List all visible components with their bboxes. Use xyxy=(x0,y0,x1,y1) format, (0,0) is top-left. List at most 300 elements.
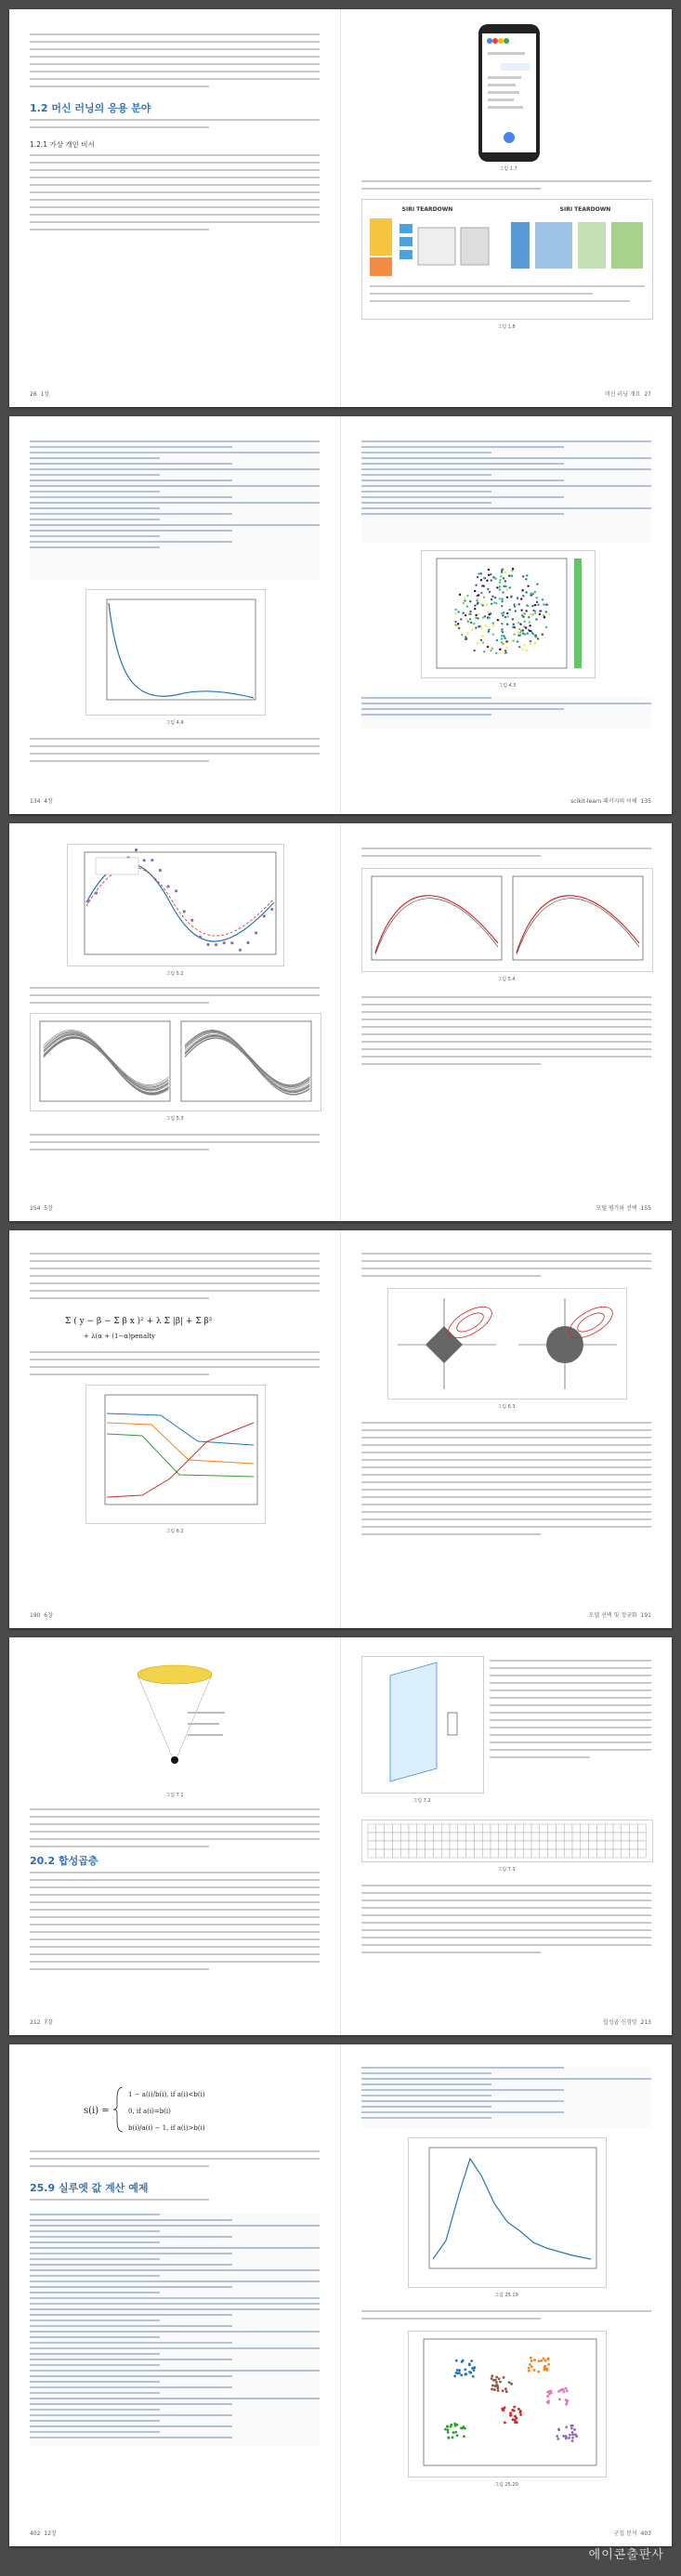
scatter-point xyxy=(454,624,456,625)
grid-cell xyxy=(531,1841,540,1849)
spread-3 xyxy=(9,823,672,1221)
grid-cell xyxy=(589,1849,597,1858)
scatter-point xyxy=(495,652,497,654)
cluster-point xyxy=(464,2368,466,2371)
grid-cell xyxy=(523,1849,531,1858)
code-block xyxy=(30,440,320,580)
bootstrap-curve xyxy=(185,1032,309,1087)
page-footer: 190 6장 xyxy=(30,1612,53,1619)
section-heading: 20.2 합성곱층 xyxy=(30,1855,98,1867)
cluster-point xyxy=(557,2428,560,2431)
grid-cell xyxy=(400,1824,409,1833)
scatter-point xyxy=(521,589,523,591)
scatter-point xyxy=(526,604,528,606)
scatter-point xyxy=(494,577,496,579)
grid-cell xyxy=(637,1849,646,1858)
scatter-point xyxy=(502,614,504,616)
scatter-point xyxy=(503,611,504,613)
grid-cell xyxy=(596,1824,605,1833)
scatter-point xyxy=(478,594,479,596)
scatter-point xyxy=(482,616,484,618)
data-point xyxy=(255,931,257,934)
bootstrap-curve xyxy=(185,1036,309,1092)
page-27 xyxy=(341,9,672,407)
cluster-point xyxy=(502,2389,504,2392)
scatter-point xyxy=(524,644,526,646)
cluster-point xyxy=(556,2435,558,2438)
grid-cell xyxy=(458,1841,466,1849)
data-point xyxy=(151,859,153,861)
svg-text:Σ ( y − β − Σ β x )² + λ Σ |β|: Σ ( y − β − Σ β x )² + λ Σ |β| + Σ β² xyxy=(65,1317,213,1326)
page-footer: 154 5장 xyxy=(30,1205,53,1212)
grid-cell xyxy=(426,1833,434,1841)
grid-cell xyxy=(630,1824,638,1833)
scatter-point xyxy=(534,610,536,611)
publisher-logo: 에이콘출판사 xyxy=(588,2548,664,2562)
pixel-grid-figure xyxy=(361,1820,653,1862)
spread-1 xyxy=(9,9,672,407)
scatter-point xyxy=(527,632,529,634)
grid-cell xyxy=(630,1849,638,1858)
scatter-point xyxy=(494,597,496,598)
scatter-point xyxy=(501,612,503,614)
cluster-point xyxy=(468,2363,471,2366)
cluster-point xyxy=(470,2359,473,2362)
paragraph xyxy=(30,1808,320,1853)
bootstrap-curve xyxy=(44,1034,168,1090)
figure-caption: 그림 1.8 xyxy=(497,324,516,330)
page-155 xyxy=(341,823,672,1221)
bootstrap-curve xyxy=(44,1038,168,1095)
paragraph xyxy=(30,2199,320,2206)
grid-cell xyxy=(482,1824,491,1833)
grid-cell xyxy=(466,1824,475,1833)
scatter-point xyxy=(506,624,508,625)
grid-cell xyxy=(637,1841,646,1849)
scatter-point xyxy=(491,579,492,581)
scatter-point xyxy=(501,605,503,607)
grid-cell xyxy=(540,1849,548,1858)
grid-cell xyxy=(491,1833,499,1841)
paragraph xyxy=(30,154,320,236)
scatter-point xyxy=(496,639,498,641)
paragraph xyxy=(361,1422,651,1541)
scatter-point xyxy=(512,639,514,641)
paragraph xyxy=(361,2310,651,2325)
grid-cell xyxy=(392,1824,400,1833)
scatter-point xyxy=(499,649,501,651)
scatter-point xyxy=(473,650,475,651)
scatter-point xyxy=(480,592,482,594)
cluster-point xyxy=(464,2427,466,2430)
grid-cell xyxy=(581,1833,589,1841)
grid-cell xyxy=(400,1849,409,1858)
grid-cell xyxy=(515,1833,523,1841)
scatter-point xyxy=(470,622,472,624)
grid-cell xyxy=(613,1849,622,1858)
scatter-point xyxy=(487,611,489,613)
grid-cell xyxy=(540,1841,548,1849)
page-191 xyxy=(341,1230,672,1628)
scatter-point xyxy=(466,632,468,634)
scatter-point xyxy=(504,572,506,573)
scatter-point xyxy=(488,628,490,630)
scatter-point xyxy=(471,628,473,630)
scatter-point xyxy=(499,585,501,587)
scatter-point xyxy=(496,586,498,588)
scatter-point xyxy=(527,585,529,586)
scatter-point xyxy=(531,613,533,615)
data-point xyxy=(223,941,226,944)
scatter-point xyxy=(457,611,459,612)
svg-text:s(i) =: s(i) = xyxy=(84,2106,110,2116)
data-point xyxy=(263,914,266,917)
grid-cell xyxy=(458,1824,466,1833)
scatter-point xyxy=(506,588,508,590)
figure-caption: 그림 5.2 xyxy=(165,971,184,977)
grid-cell xyxy=(400,1841,409,1849)
cluster-point xyxy=(510,2383,513,2385)
bootstrap-curve xyxy=(44,1035,168,1091)
page-footer: 모델 선택 및 정규화 191 xyxy=(588,1612,651,1619)
paragraph xyxy=(30,1351,320,1381)
svg-text:1 − a(i)/b(i), if a(i)<b(i): 1 − a(i)/b(i), if a(i)<b(i) xyxy=(128,2091,205,2098)
scatter-point xyxy=(525,591,527,593)
scatter-point xyxy=(523,621,525,623)
cluster-point xyxy=(497,2389,500,2392)
page-footer: 머신 러닝 개요 27 xyxy=(604,391,651,398)
grid-cell xyxy=(368,1841,376,1849)
cluster-point xyxy=(491,2377,493,2380)
grid-cell xyxy=(564,1841,572,1849)
grid-cell xyxy=(531,1849,540,1858)
scatter-point xyxy=(477,602,478,604)
grid-cell xyxy=(589,1841,597,1849)
bootstrap-curve xyxy=(185,1036,309,1092)
scatter-point xyxy=(530,640,531,642)
grid-cell xyxy=(368,1833,376,1841)
cluster-point xyxy=(462,2359,465,2362)
cluster-point xyxy=(491,2374,493,2377)
cluster-point xyxy=(450,2424,452,2426)
scatter-point xyxy=(469,600,471,602)
scatter-point xyxy=(505,640,507,642)
scatter-point xyxy=(482,641,484,643)
scatter-point xyxy=(478,613,479,615)
grid-cell xyxy=(556,1824,564,1833)
scatter-point xyxy=(480,579,482,581)
cluster-point xyxy=(512,2418,515,2421)
scatter-point xyxy=(520,630,522,632)
scatter-point xyxy=(503,585,504,587)
cluster-point xyxy=(504,2387,507,2390)
scatter-point xyxy=(543,603,544,605)
cluster-point xyxy=(448,2437,451,2439)
scatter-point xyxy=(530,592,531,594)
page-134 xyxy=(9,416,340,814)
cluster-point xyxy=(546,2395,549,2398)
grid-cell xyxy=(482,1849,491,1858)
scatter-point xyxy=(542,634,543,636)
grid-cell xyxy=(482,1841,491,1849)
cluster-point xyxy=(571,2431,574,2434)
grid-cell xyxy=(417,1833,426,1841)
cluster-point xyxy=(570,2425,572,2427)
scatter-point xyxy=(529,624,530,626)
cluster-point xyxy=(515,2417,517,2420)
cluster-point xyxy=(496,2385,499,2387)
scatter-point xyxy=(492,624,494,626)
scatter-point xyxy=(501,598,503,600)
grid-cell xyxy=(499,1824,507,1833)
data-point xyxy=(270,908,273,911)
grid-cell xyxy=(531,1833,540,1841)
grid-cell xyxy=(556,1849,564,1858)
chart-lasso-ridge-geometry xyxy=(387,1288,627,1400)
grid-cell xyxy=(515,1841,523,1849)
scatter-point xyxy=(518,628,520,630)
cluster-point xyxy=(452,2437,454,2439)
scatter-point xyxy=(474,608,476,610)
data-point xyxy=(95,891,98,894)
scatter-point xyxy=(502,591,504,593)
scatter-point xyxy=(520,598,522,599)
grid-cell xyxy=(548,1841,557,1849)
grid-cell xyxy=(581,1841,589,1849)
grid-cell xyxy=(507,1841,516,1849)
paragraph xyxy=(490,1660,651,1764)
scatter-point xyxy=(477,617,478,619)
scatter-point xyxy=(517,632,519,634)
grid-cell xyxy=(572,1824,581,1833)
svg-text:0, if a(i)=b(i): 0, if a(i)=b(i) xyxy=(128,2108,171,2115)
grid-cell xyxy=(433,1841,441,1849)
grid-cell xyxy=(630,1833,638,1841)
scatter-point xyxy=(473,623,475,624)
cluster-point xyxy=(455,2359,458,2362)
scatter-point xyxy=(525,610,527,611)
page-footer: 212 7장 xyxy=(30,2019,53,2026)
figure-caption: 그림 7.3 xyxy=(497,1867,516,1873)
paragraph xyxy=(361,996,651,1071)
scatter-point xyxy=(520,609,522,611)
grid-cell xyxy=(637,1833,646,1841)
grid-cell xyxy=(433,1833,441,1841)
scatter-point xyxy=(464,599,465,601)
figure-caption: 그림 4.5 xyxy=(498,683,517,689)
scatter-point xyxy=(474,605,476,607)
grid-cell xyxy=(605,1841,613,1849)
cluster-point xyxy=(565,2387,568,2390)
scatter-point xyxy=(510,574,512,576)
page-footer: 134 4장 xyxy=(30,798,53,805)
scatter-point xyxy=(517,635,519,637)
figure-caption: 그림 1.7 xyxy=(499,166,517,172)
figure-caption: 그림 4.4 xyxy=(165,720,184,726)
paragraph xyxy=(361,1253,651,1282)
bootstrap-curve xyxy=(44,1038,168,1095)
scatter-point xyxy=(542,598,543,600)
scatter-point xyxy=(525,578,527,580)
scatter-point xyxy=(458,627,460,629)
paragraph xyxy=(30,1253,320,1305)
grid-cell xyxy=(581,1849,589,1858)
scatter-point xyxy=(534,604,536,606)
scatter-point xyxy=(469,618,471,620)
grid-cell xyxy=(596,1833,605,1841)
grid-cell xyxy=(630,1841,638,1849)
code-block xyxy=(30,2214,320,2446)
grid-cell xyxy=(531,1824,540,1833)
scatter-point xyxy=(501,637,503,639)
page-footer: 합성곱 신경망 213 xyxy=(603,2019,651,2026)
spread-4 xyxy=(9,1230,672,1628)
cluster-point xyxy=(503,2409,505,2412)
scatter-point xyxy=(503,577,504,579)
grid-cell xyxy=(385,1849,393,1858)
cluster-point xyxy=(565,2399,568,2401)
cluster-point xyxy=(571,2433,574,2436)
bootstrap-curve xyxy=(44,1039,168,1096)
grid-cell xyxy=(572,1841,581,1849)
grid-cell xyxy=(433,1849,441,1858)
grid-cell xyxy=(491,1849,499,1858)
scatter-point xyxy=(475,614,477,616)
bootstrap-curve xyxy=(44,1037,168,1094)
scatter-point xyxy=(543,616,545,618)
grid-cell xyxy=(474,1833,482,1841)
cluster-point xyxy=(514,2421,517,2424)
grid-cell xyxy=(417,1849,426,1858)
scatter-point xyxy=(504,616,506,618)
data-point xyxy=(166,885,169,887)
scatter-point xyxy=(455,609,457,611)
cluster-point xyxy=(444,2428,447,2431)
scatter-point xyxy=(488,574,490,576)
subsection-heading: 1.2.1 가상 개인 비서 xyxy=(30,140,95,149)
scatter-point xyxy=(506,615,508,617)
paragraph xyxy=(30,119,320,134)
scatter-point xyxy=(469,611,471,612)
scatter-point xyxy=(464,598,465,599)
scatter-point xyxy=(489,617,491,619)
scatter-point xyxy=(535,597,537,598)
bootstrap-curve xyxy=(44,1034,168,1090)
grid-cell xyxy=(637,1824,646,1833)
scatter-point xyxy=(535,618,537,620)
grid-cell xyxy=(581,1824,589,1833)
grid-cell xyxy=(596,1841,605,1849)
cluster-point xyxy=(452,2431,454,2434)
scatter-point xyxy=(475,584,477,585)
grid-cell xyxy=(376,1849,385,1858)
grid-cell xyxy=(564,1833,572,1841)
chart-variance-ratio xyxy=(85,589,266,716)
bootstrap-curve xyxy=(185,1032,309,1087)
scatter-point xyxy=(501,623,503,624)
scatter-point xyxy=(476,599,478,601)
bootstrap-curve xyxy=(44,1036,168,1092)
scatter-point xyxy=(483,577,485,579)
cluster-point xyxy=(566,2389,569,2392)
grid-cell xyxy=(491,1841,499,1849)
cluster-point xyxy=(503,2376,505,2379)
data-point xyxy=(199,936,202,939)
grid-cell xyxy=(540,1833,548,1841)
scatter-point xyxy=(537,604,539,606)
page-403 xyxy=(341,2044,672,2546)
scatter-point xyxy=(491,647,493,649)
bootstrap-curve xyxy=(44,1034,168,1090)
scatter-point xyxy=(515,604,517,606)
cluster-point xyxy=(508,2381,511,2384)
scatter-point xyxy=(465,614,466,616)
cluster-point xyxy=(465,2372,467,2375)
data-point xyxy=(183,910,186,913)
cluster-point xyxy=(463,2435,465,2438)
scatter-point xyxy=(460,618,462,620)
cluster-point xyxy=(518,2412,521,2414)
scatter-point xyxy=(493,601,495,603)
chart-cluster-scatter xyxy=(408,2331,607,2477)
paragraph xyxy=(30,1134,320,1156)
scatter-point xyxy=(540,610,542,611)
grid-cell xyxy=(458,1849,466,1858)
paragraph xyxy=(361,848,651,862)
page-213 xyxy=(341,1637,672,2035)
grid-cell xyxy=(474,1824,482,1833)
grid-cell xyxy=(385,1833,393,1841)
scatter-point xyxy=(517,622,519,624)
spread-2 xyxy=(9,416,672,814)
scatter-point xyxy=(512,618,514,620)
grid-cell xyxy=(515,1849,523,1858)
grid-cell xyxy=(491,1824,499,1833)
scatter-point xyxy=(500,575,502,577)
code-block xyxy=(361,697,651,729)
scatter-point xyxy=(480,626,482,628)
scatter-point xyxy=(508,609,510,611)
scatter-point xyxy=(522,616,524,618)
receptive-field-figure xyxy=(76,1656,273,1786)
cluster-point xyxy=(530,2357,532,2359)
scatter-point xyxy=(486,580,488,582)
bootstrap-curve xyxy=(185,1037,309,1094)
scatter-point xyxy=(537,637,539,639)
figure-title: SIRI TEARDOWN xyxy=(559,206,611,213)
grid-cell xyxy=(605,1833,613,1841)
scatter-point xyxy=(536,583,538,585)
bootstrap-curve xyxy=(44,1033,168,1089)
scatter-point xyxy=(534,642,536,644)
cluster-point xyxy=(499,2381,502,2384)
scatter-point xyxy=(530,643,531,645)
scatter-point xyxy=(534,612,536,614)
paragraph xyxy=(361,1885,651,1959)
cluster-point xyxy=(494,2379,497,2382)
paragraph xyxy=(361,180,651,195)
scatter-point xyxy=(492,633,494,635)
cluster-point xyxy=(543,2358,545,2360)
grid-cell xyxy=(507,1824,516,1833)
grid-cell xyxy=(523,1833,531,1841)
cluster-point xyxy=(574,2433,577,2436)
scatter-point xyxy=(531,605,533,607)
grid-cell xyxy=(376,1841,385,1849)
scatter-point xyxy=(535,636,537,637)
scatter-point xyxy=(488,569,490,571)
grid-cell xyxy=(441,1833,450,1841)
